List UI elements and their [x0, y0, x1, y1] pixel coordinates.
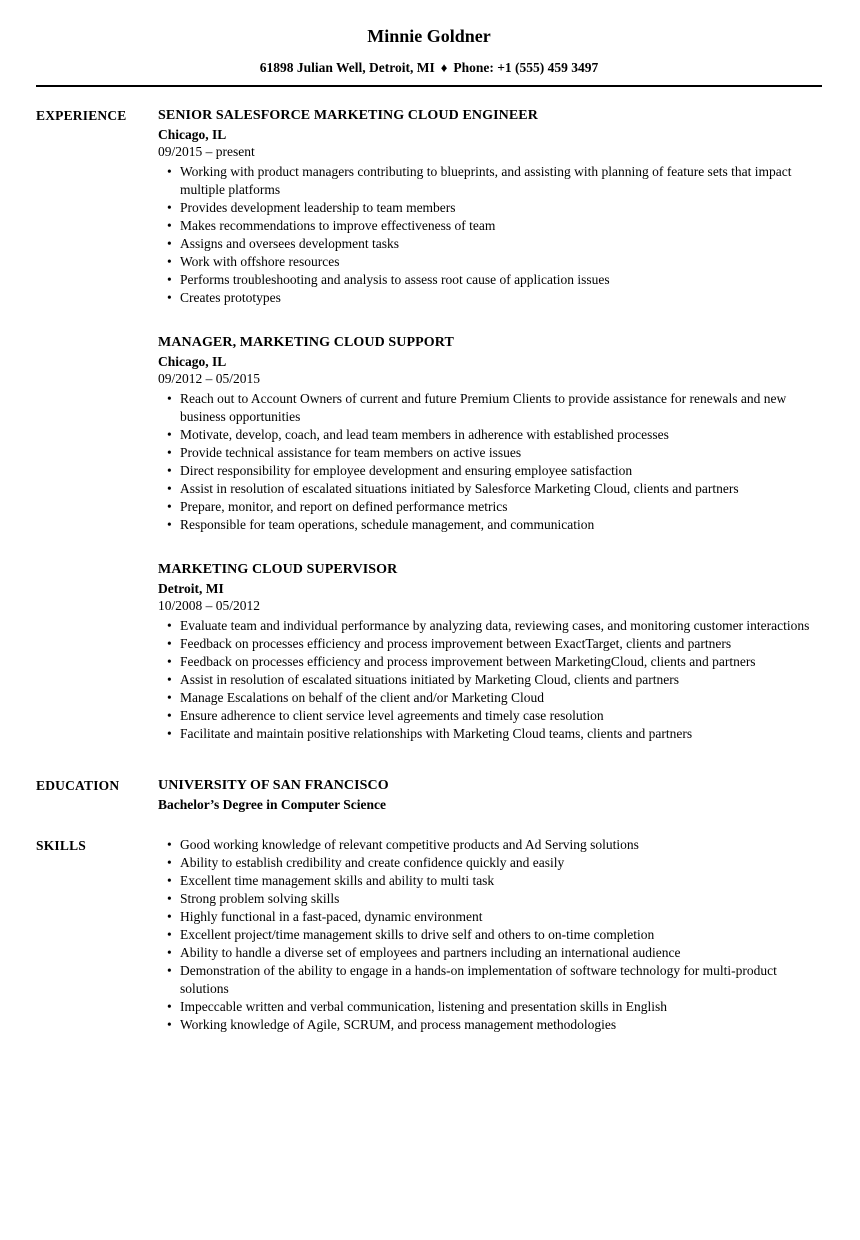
job-bullet: • Feedback on processes efficiency and process improvement between MarketingCloud, clients and partners — [180, 653, 822, 671]
skill-bullet: • Impeccable written and verbal communication, listening and presentation skills in English — [180, 998, 822, 1016]
job-bullet: • Responsible for team operations, schedule management, and communication — [180, 516, 822, 534]
job-bullet-list — [158, 390, 822, 534]
job-bullet: • Prepare, monitor, and report on defined performance metrics — [180, 498, 822, 516]
degree-name: Bachelor’s Degree in Computer Science — [158, 797, 386, 812]
job-bullet: • Reach out to Account Owners of current and future Premium Clients to provide assistance for renewals and new business opportunities — [180, 390, 822, 426]
job-bullet: • Evaluate team and individual performance by analyzing data, reviewing cases, and monitoring customer interactions — [180, 617, 822, 635]
job-entry — [158, 333, 822, 534]
job-entry — [158, 560, 822, 743]
job-bullet-list — [158, 617, 822, 743]
job-bullet: • Provides development leadership to team members — [180, 199, 822, 217]
diamond-separator-icon: ♦ — [440, 60, 448, 75]
job-bullet: • Facilitate and maintain positive relationships with Marketing Cloud teams, clients and partners — [180, 725, 822, 743]
resume-header — [36, 25, 822, 87]
experience-section — [36, 106, 822, 743]
job-bullet: • Ensure adherence to client service level agreements and timely case resolution — [180, 707, 822, 725]
job-bullet-list — [158, 163, 822, 307]
job-bullet: • Performs troubleshooting and analysis to assess root cause of application issues — [180, 271, 822, 289]
job-title: MANAGER, MARKETING CLOUD SUPPORT — [158, 335, 454, 350]
experience-content — [158, 106, 822, 743]
skill-bullet: • Demonstration of the ability to engage in a hands-on implementation of software technology for multi-product solutions — [180, 962, 822, 998]
job-dates: 09/2015 – present — [158, 144, 255, 159]
section-label-education: EDUCATION — [36, 778, 120, 793]
job-bullet: • Working with product managers contributing to blueprints, and assisting with planning of feature sets that impact multiple platforms — [180, 163, 822, 199]
job-title: MARKETING CLOUD SUPERVISOR — [158, 562, 398, 577]
job-bullet: • Feedback on processes efficiency and process improvement between ExactTarget, clients and partners — [180, 635, 822, 653]
job-entry — [158, 106, 822, 307]
job-location: Chicago, IL — [158, 354, 227, 369]
skills-section — [36, 836, 822, 1034]
skill-bullet: • Working knowledge of Agile, SCRUM, and process management methodologies — [180, 1016, 822, 1034]
job-bullet: • Manage Escalations on behalf of the client and/or Marketing Cloud — [180, 689, 822, 707]
skill-bullet: • Highly functional in a fast-paced, dynamic environment — [180, 908, 822, 926]
job-bullet: • Direct responsibility for employee development and ensuring employee satisfaction — [180, 462, 822, 480]
job-location: Chicago, IL — [158, 127, 227, 142]
job-bullet: • Assigns and oversees development tasks — [180, 235, 822, 253]
skill-bullet: • Ability to handle a diverse set of employees and partners including an international audience — [180, 944, 822, 962]
contact-line — [36, 59, 822, 76]
education-section — [36, 776, 822, 815]
header-divider — [36, 85, 822, 87]
skill-bullet: • Ability to establish credibility and create confidence quickly and easily — [180, 854, 822, 872]
job-location: Detroit, MI — [158, 581, 224, 596]
job-dates: 10/2008 – 05/2012 — [158, 598, 261, 613]
person-name: Minnie Goldner — [367, 26, 491, 46]
phone-text: Phone: +1 (555) 459 3497 — [453, 60, 599, 75]
job-bullet: • Assist in resolution of escalated situations initiated by Marketing Cloud, clients and partners — [180, 671, 822, 689]
job-bullet: • Motivate, develop, coach, and lead team members in adherence with established processes — [180, 426, 822, 444]
job-title: SENIOR SALESFORCE MARKETING CLOUD ENGINEER — [158, 108, 538, 123]
skill-bullet: • Good working knowledge of relevant competitive products and Ad Serving solutions — [180, 836, 822, 854]
job-dates: 09/2012 – 05/2015 — [158, 371, 261, 386]
job-bullet: • Provide technical assistance for team members on active issues — [180, 444, 822, 462]
job-bullet: • Assist in resolution of escalated situations initiated by Salesforce Marketing Cloud, clients and partners — [180, 480, 822, 498]
section-label-experience: EXPERIENCE — [36, 108, 127, 123]
skill-bullet: • Excellent time management skills and ability to multi task — [180, 872, 822, 890]
skill-bullet: • Excellent project/time management skills to drive self and others to on-time completion — [180, 926, 822, 944]
job-bullet: • Creates prototypes — [180, 289, 822, 307]
school-name: UNIVERSITY OF SAN FRANCISCO — [158, 778, 389, 793]
address-text: 61898 Julian Well, Detroit, MI — [259, 60, 435, 75]
skills-bullet-list — [158, 836, 822, 1034]
job-bullet: • Makes recommendations to improve effectiveness of team — [180, 217, 822, 235]
education-content — [158, 776, 822, 815]
skills-content — [158, 836, 822, 1034]
resume-body — [36, 106, 822, 1034]
job-bullet: • Work with offshore resources — [180, 253, 822, 271]
section-label-skills: SKILLS — [36, 838, 86, 853]
skill-bullet: • Strong problem solving skills — [180, 890, 822, 908]
